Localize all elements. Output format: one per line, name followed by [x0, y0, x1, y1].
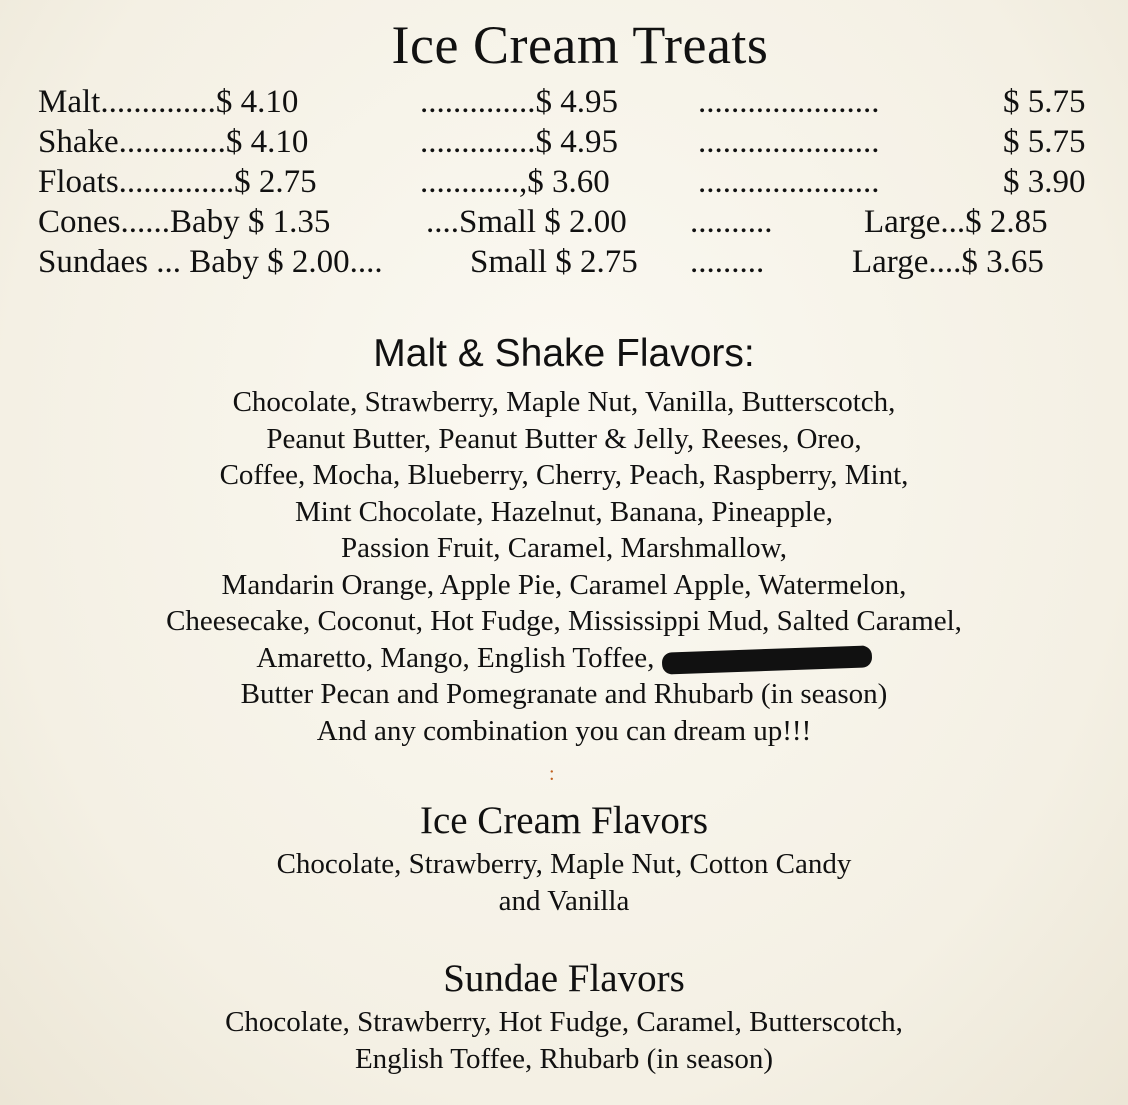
price-cell: Small $ 2.75 [470, 244, 638, 280]
sundae-heading: Sundae Flavors [443, 957, 685, 1000]
price-cell: $ 3.90 [1003, 164, 1086, 200]
price-row-cones [38, 204, 1108, 244]
price-table [38, 84, 1108, 284]
price-cell: $ 5.75 [1003, 124, 1086, 160]
flavor-line: Mandarin Orange, Apple Pie, Caramel Apple, Watermelon, [221, 568, 907, 601]
price-cell: Floats..............$ 2.75 [38, 164, 317, 200]
flavor-line: Cheesecake, Coconut, Hot Fudge, Mississippi Mud, Salted Caramel, [166, 605, 962, 637]
price-cell: Large....$ 3.65 [852, 244, 1044, 280]
price-row-sundaes [38, 244, 1108, 284]
flavor-line: Chocolate, Strawberry, Hot Fudge, Caramel, Butterscotch, [225, 1006, 903, 1038]
price-cell: ............,$ 3.60 [420, 164, 610, 200]
malt-shake-heading: Malt & Shake Flavors: [373, 332, 755, 375]
flavor-line: Coffee, Mocha, Blueberry, Cherry, Peach, Raspberry, Mint, [219, 459, 909, 491]
flavor-line: Chocolate, Strawberry, Maple Nut, Vanilla, Butterscotch, [232, 386, 896, 418]
flavor-line: And any combination you can dream up!!! [316, 714, 812, 747]
price-cell: ..............$ 4.95 [420, 124, 618, 160]
sundae-flavor-list [0, 1004, 1128, 1077]
price-cell: ......... [690, 244, 765, 280]
ice-cream-flavor-list [0, 846, 1128, 919]
flavor-line: Passion Fruit, Caramel, Marshmallow, [341, 532, 787, 564]
price-row-malt [38, 84, 1108, 124]
flavor-line: and Vanilla [498, 884, 630, 917]
price-cell: ...................... [698, 84, 880, 120]
flavor-line: Peanut Butter, Peanut Butter & Jelly, Reeses, Oreo, [266, 422, 862, 455]
price-cell: Shake.............$ 4.10 [38, 124, 309, 160]
flavor-line-text: Amaretto, Mango, English Toffee, [256, 641, 655, 674]
price-cell: ....Small $ 2.00 [426, 204, 627, 240]
malt-shake-flavor-list [0, 384, 1128, 749]
flavor-line-redacted [0, 640, 1128, 677]
flavor-line: Chocolate, Strawberry, Maple Nut, Cotton Candy [276, 848, 852, 880]
price-row-floats [38, 164, 1108, 204]
price-cell: ..............$ 4.95 [420, 84, 618, 120]
price-cell: Large...$ 2.85 [864, 204, 1048, 240]
menu-title: Ice Cream Treats [391, 15, 769, 75]
redaction-mark [661, 645, 872, 674]
price-cell: ...................... [698, 164, 880, 200]
price-cell: Sundaes ... Baby $ 2.00.... [38, 244, 383, 280]
price-cell: ...................... [698, 124, 880, 160]
price-row-shake [38, 124, 1108, 164]
flavor-line: Butter Pecan and Pomegranate and Rhubarb (in season) [240, 678, 888, 710]
flavor-line: Mint Chocolate, Hazelnut, Banana, Pineapple, [295, 495, 833, 528]
price-cell: $ 5.75 [1003, 84, 1086, 120]
ice-cream-heading: Ice Cream Flavors [419, 799, 709, 842]
flavor-line: English Toffee, Rhubarb (in season) [354, 1042, 774, 1075]
price-cell: .......... [690, 204, 773, 240]
separator-mark: : [549, 763, 555, 785]
price-cell: Malt..............$ 4.10 [38, 84, 299, 120]
price-cell: Cones......Baby $ 1.35 [38, 204, 331, 240]
